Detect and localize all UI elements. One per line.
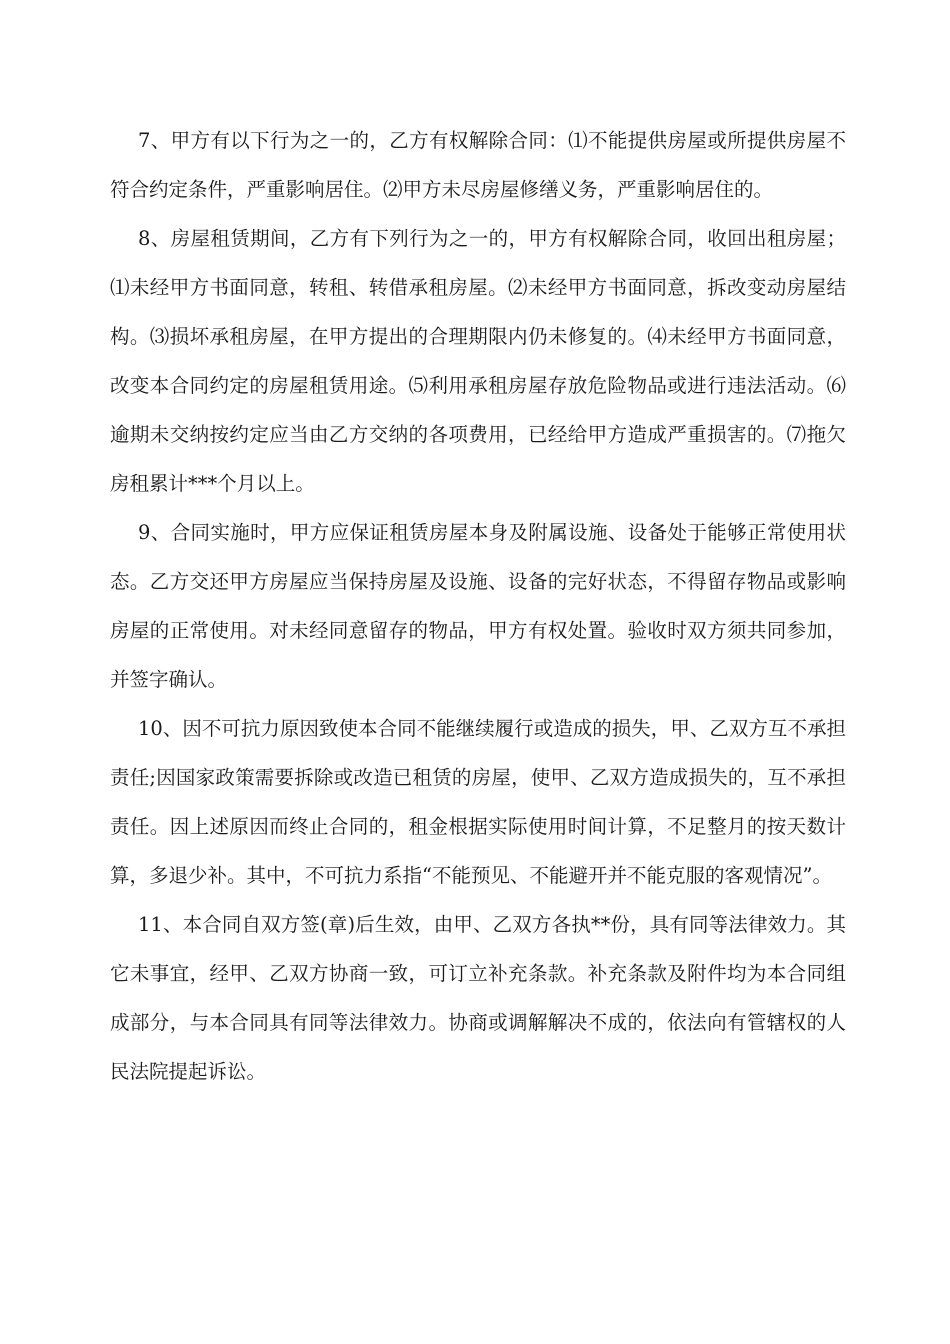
clause-10-paragraph: 10、因不可抗力原因致使本合同不能继续履行或造成的损失，甲、乙双方互不承担责任;因国家政策需要拆除或改造已租赁的房屋，使甲、乙双方造成损失的，互不承担责任。因上述原因而终止合同的，租金根据实际使用时间计算，不足整月的按天数计算，多退少补。其中，不可抗力系指“不能预见、不能避开并不能克服的客观情况”。 (110, 717, 846, 887)
clause-11-paragraph: 11、本合同自双方签(章)后生效，由甲、乙双方各执**份，具有同等法律效力。其它未事宜，经甲、乙双方协商一致，可订立补充条款。补充条款及附件均为本合同组成部分，与本合同具有同等法律效力。协商或调解解决不成的，依法向有管辖权的人民法院提起诉讼。 (110, 913, 846, 1083)
clause-9-paragraph: 9、合同实施时，甲方应保证租赁房屋本身及附属设施、设备处于能够正常使用状态。乙方交还甲方房屋应当保持房屋及设施、设备的完好状态，不得留存物品或影响房屋的正常使用。对未经同意留存的物品，甲方有权处置。验收时双方须共同参加，并签字确认。 (110, 521, 846, 691)
clause-7-paragraph: 7、甲方有以下行为之一的，乙方有权解除合同：⑴不能提供房屋或所提供房屋不符合约定条件，严重影响居住。⑵甲方未尽房屋修缮义务，严重影响居住的。 (110, 129, 846, 201)
clause-8-paragraph: 8、房屋租赁期间，乙方有下列行为之一的，甲方有权解除合同，收回出租房屋；⑴未经甲方书面同意，转租、转借承租房屋。⑵未经甲方书面同意，拆改变动房屋结构。⑶损坏承租房屋，在甲方提出的合理期限内仍未修复的。⑷未经甲方书面同意，改变本合同约定的房屋租赁用途。⑸利用承租房屋存放危险物品或进行违法活动。⑹逾期未交纳按约定应当由乙方交纳的各项费用，已经给甲方造成严重损害的。⑺拖欠房租累计***个月以上。 (110, 227, 846, 495)
document-body (110, 116, 846, 1096)
